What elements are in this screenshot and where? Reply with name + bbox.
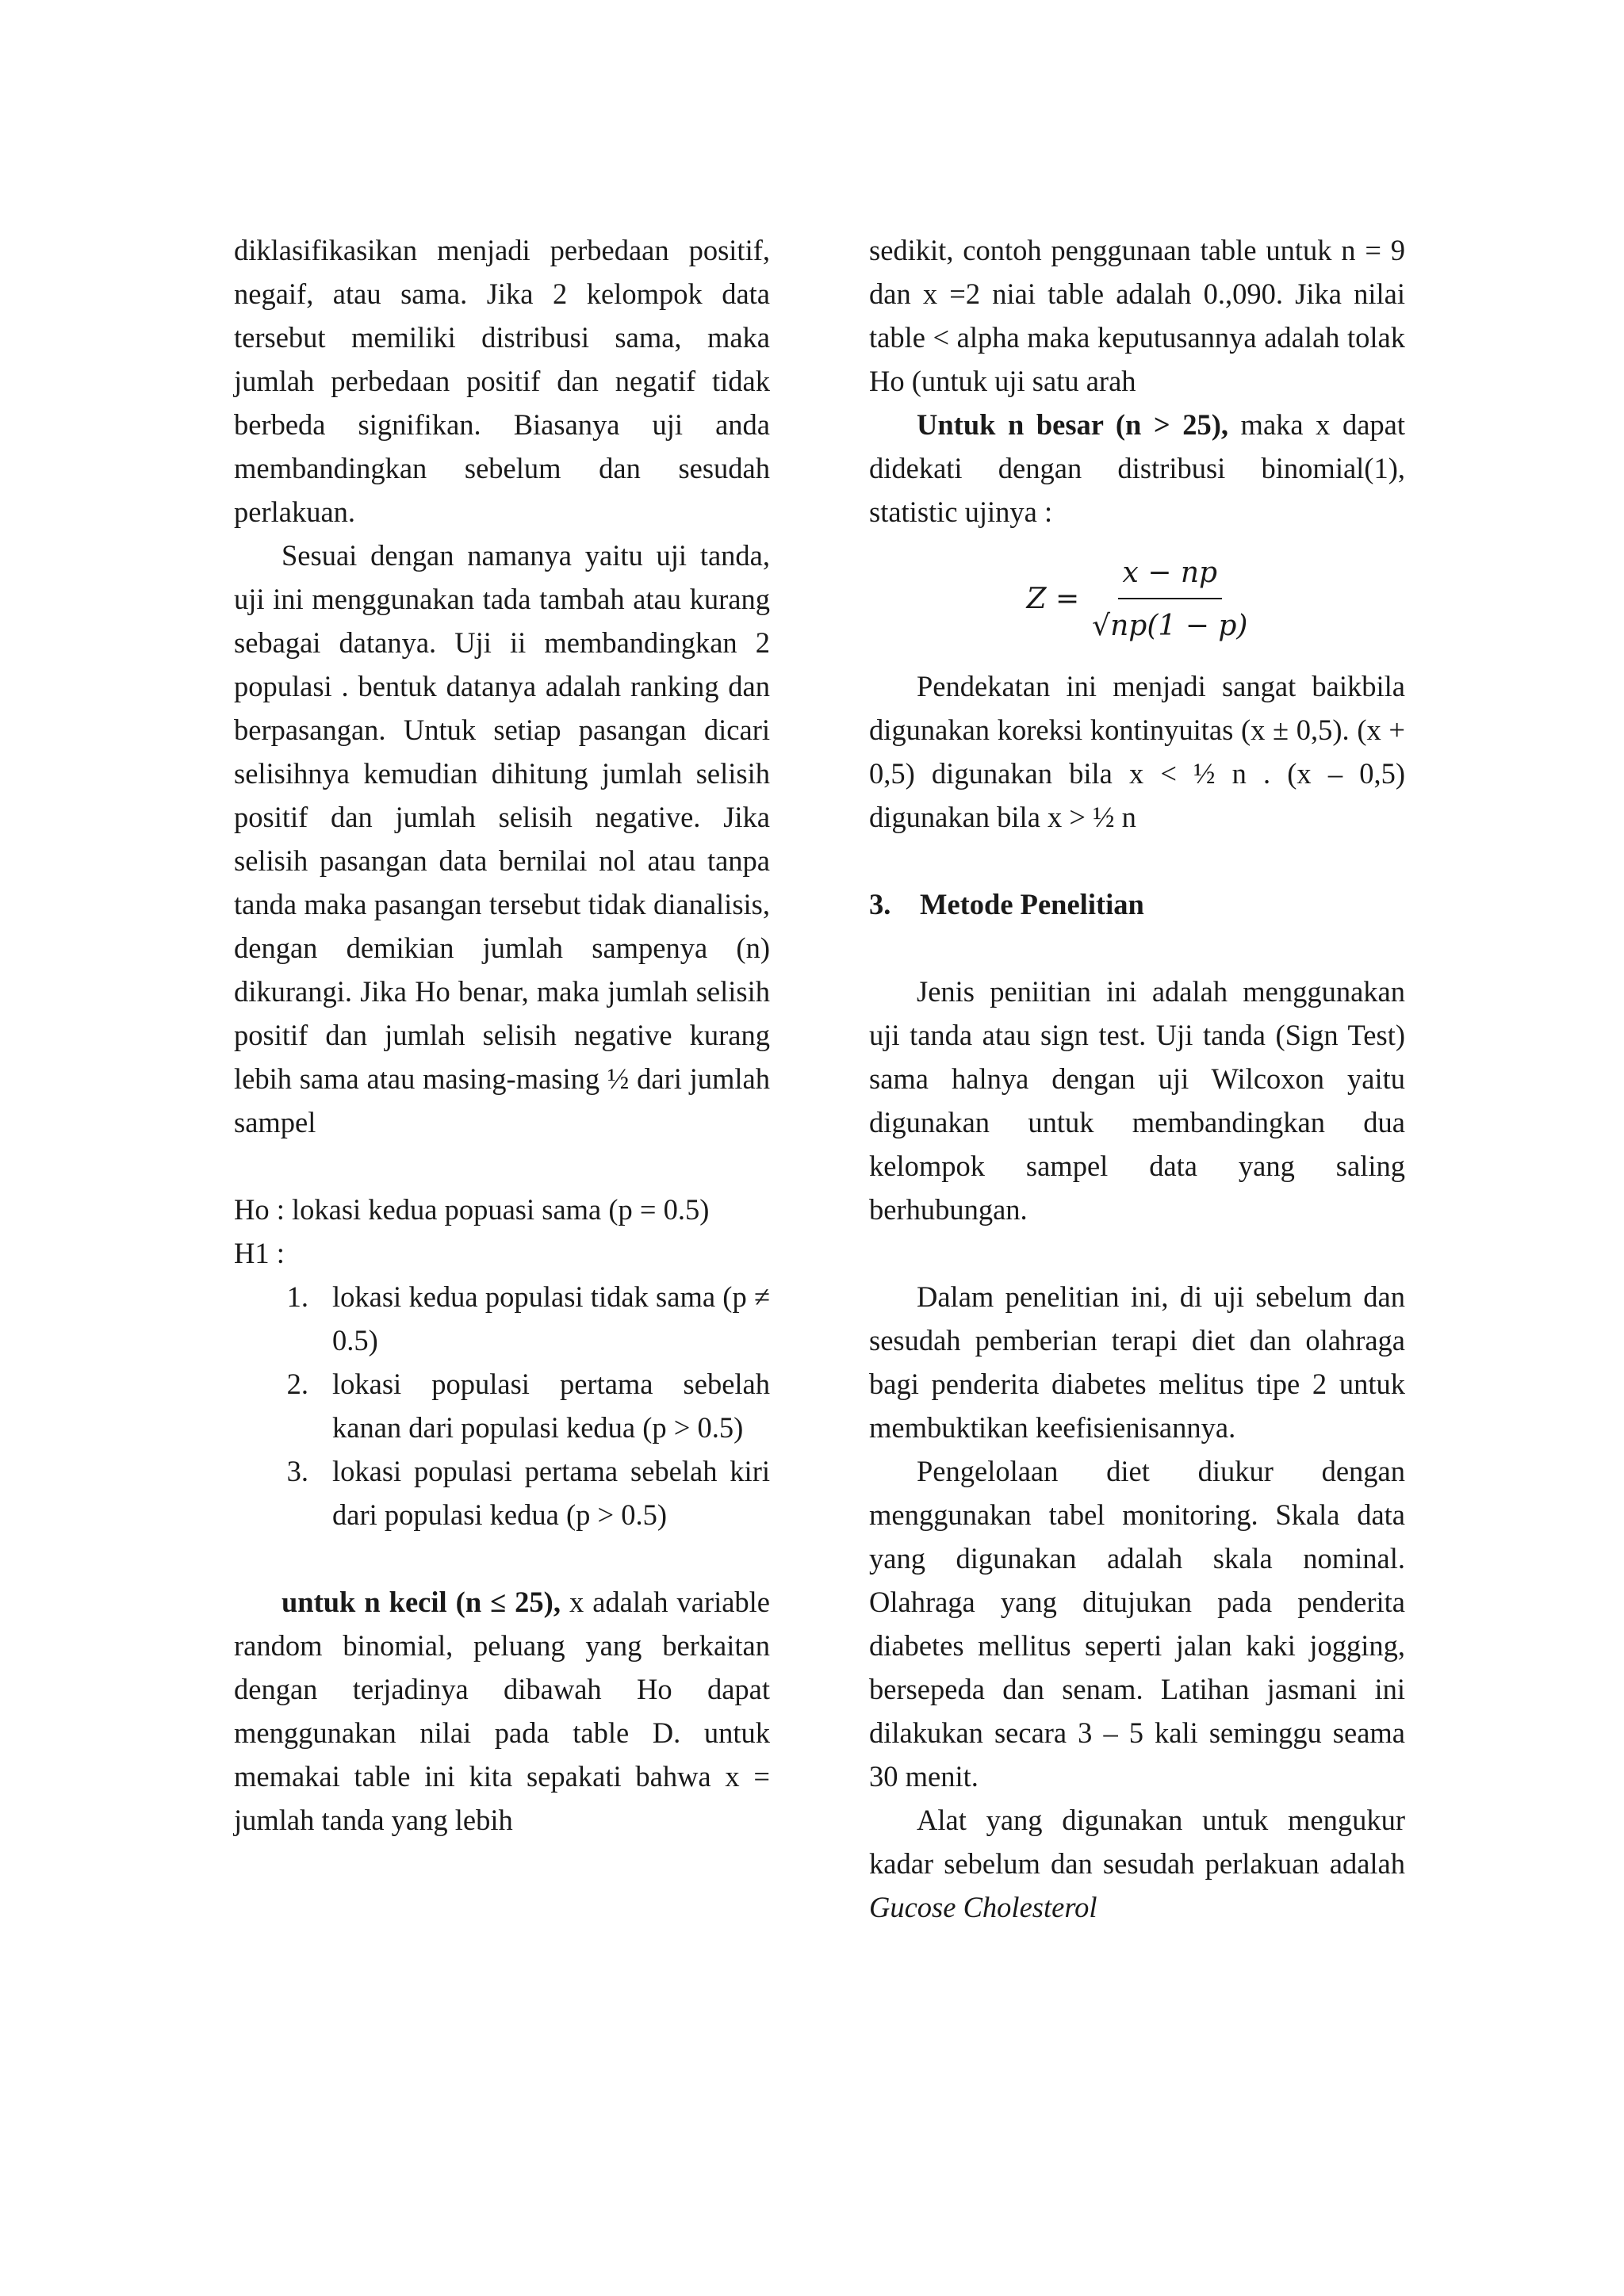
left-column: [234, 228, 770, 1842]
small-n-condition: untuk n kecil (n ≤ 25),: [282, 1586, 561, 1618]
instrument-name: Gucose Cholesterol: [869, 1891, 1097, 1923]
list-item: [234, 1275, 770, 1362]
hypothesis-h1-list: [234, 1275, 770, 1536]
list-item-text: lokasi kedua populasi tidak sama (p ≠ 0.5): [332, 1280, 770, 1357]
list-item-number: 2.: [286, 1368, 308, 1400]
section-heading: [869, 882, 1405, 926]
list-item-number: 1.: [286, 1280, 308, 1313]
list-item-text: lokasi populasi pertama sebelah kanan dari populasi kedua (p > 0.5): [332, 1368, 770, 1444]
hypothesis-h1-label: H1 :: [234, 1237, 285, 1269]
spacer: [869, 839, 1405, 882]
spacer: [869, 1231, 1405, 1275]
large-n-condition: Untuk n besar (n > 25),: [917, 408, 1228, 441]
small-n-text: x adalah variable random binomial, peluang yang berkaitan dengan terjadinya dibawah Ho dapat menggunakan nilai pada table D. untuk memakai table ini kita sepakati bahwa x = jumlah tanda yang lebih: [234, 1586, 771, 1836]
formula-denominator: √np(1 − p): [1092, 609, 1248, 642]
list-item-number: 3.: [286, 1455, 308, 1487]
spacer: [234, 1144, 770, 1188]
z-formula: [869, 534, 1405, 664]
list-item: [234, 1362, 770, 1449]
paragraph-classification: diklasifikasikan menjadi perbedaan positif, negaif, atau sama. Jika 2 kelompok data tersebut memiliki distribusi sama, maka jumlah perbedaan positif dan negatif tidak berbeda signifikan. Biasanya uji anda membandingkan sebelum dan sesudah perlakuan.: [234, 234, 770, 528]
spacer: [869, 926, 1405, 970]
formula-lhs: Z =: [1026, 583, 1080, 615]
formula-numerator: x − np: [1118, 551, 1223, 599]
list-item: [234, 1449, 770, 1536]
paragraph-table-example: sedikit, contoh penggunaan table untuk n = 9 dan x =2 niai table adalah 0.,090. Jika nilai table < alpha maka keputusannya adalah tolak Ho (untuk uji satu arah: [869, 234, 1405, 397]
formula-fraction: [1092, 551, 1247, 648]
paragraph-diet-management: Pengelolaan diet diukur dengan menggunakan tabel monitoring. Skala data yang digunakan adalah skala nominal. Olahraga yang ditujukan pada penderita diabetes mellitus seperti jalan kaki jogging, bersepeda dan senam. Latihan jasmani ini dilakukan secara 3 – 5 kali seminggu seama 30 menit.: [869, 1455, 1405, 1793]
instrument-text: Alat yang digunakan untuk mengukur kadar sebelum dan sesudah perlakuan adalah: [869, 1804, 1405, 1880]
section-number: 3.: [869, 888, 891, 920]
paragraph-sign-test-description: Sesuai dengan namanya yaitu uji tanda, uji ini menggunakan tada tambah atau kurang sebagai datanya. Uji ii membandingkan 2 populasi . bentuk datanya adalah ranking dan berpasangan. Untuk setiap pasangan dicari selisihnya kemudian dihitung jumlah selisih positif dan jumlah selisih negative. Jika selisih pasangan data bernilai nol atau tanpa tanda maka pasangan tersebut tidak dianalisis, dengan demikian jumlah sampenya (n) dikurangi. Jika Ho benar, maka jumlah selisih positif dan jumlah selisih negative kurang lebih sama atau masing-masing ½ dari jumlah sampel: [234, 539, 770, 1138]
paragraph-research-scope: Dalam penelitian ini, di uji sebelum dan sesudah pemberian terapi diet dan olahraga bagi penderita diabetes melitus tipe 2 untuk membuktikan keefisienisannya.: [869, 1280, 1405, 1444]
paragraph-continuity-correction: Pendekatan ini menjadi sangat baikbila digunakan koreksi kontinyuitas (x ± 0,5). (x + 0,5) digunakan bila x < ½ n . (x – 0,5) digunakan bila x > ½ n: [869, 670, 1405, 833]
paragraph-small-n: [234, 1580, 770, 1842]
paragraph-research-type: Jenis peniitian ini adalah menggunakan uji tanda atau sign test. Uji tanda (Sign Test) sama halnya dengan uji Wilcoxon yaitu digunakan untuk membandingkan dua kelompok sampel data yang saling berhubungan.: [869, 975, 1405, 1226]
right-column: [869, 228, 1405, 1929]
paragraph-instrument: [869, 1798, 1405, 1929]
paragraph-large-n: [869, 403, 1405, 534]
spacer: [234, 1536, 770, 1580]
large-n-text: maka x dapat didekati dengan distribusi binomial(1), statistic ujinya :: [869, 408, 1405, 528]
section-title: Metode Penelitian: [920, 888, 1144, 920]
hypothesis-h0: Ho : lokasi kedua popuasi sama (p = 0.5): [234, 1193, 710, 1226]
list-item-text: lokasi populasi pertama sebelah kiri dari populasi kedua (p > 0.5): [332, 1455, 770, 1531]
